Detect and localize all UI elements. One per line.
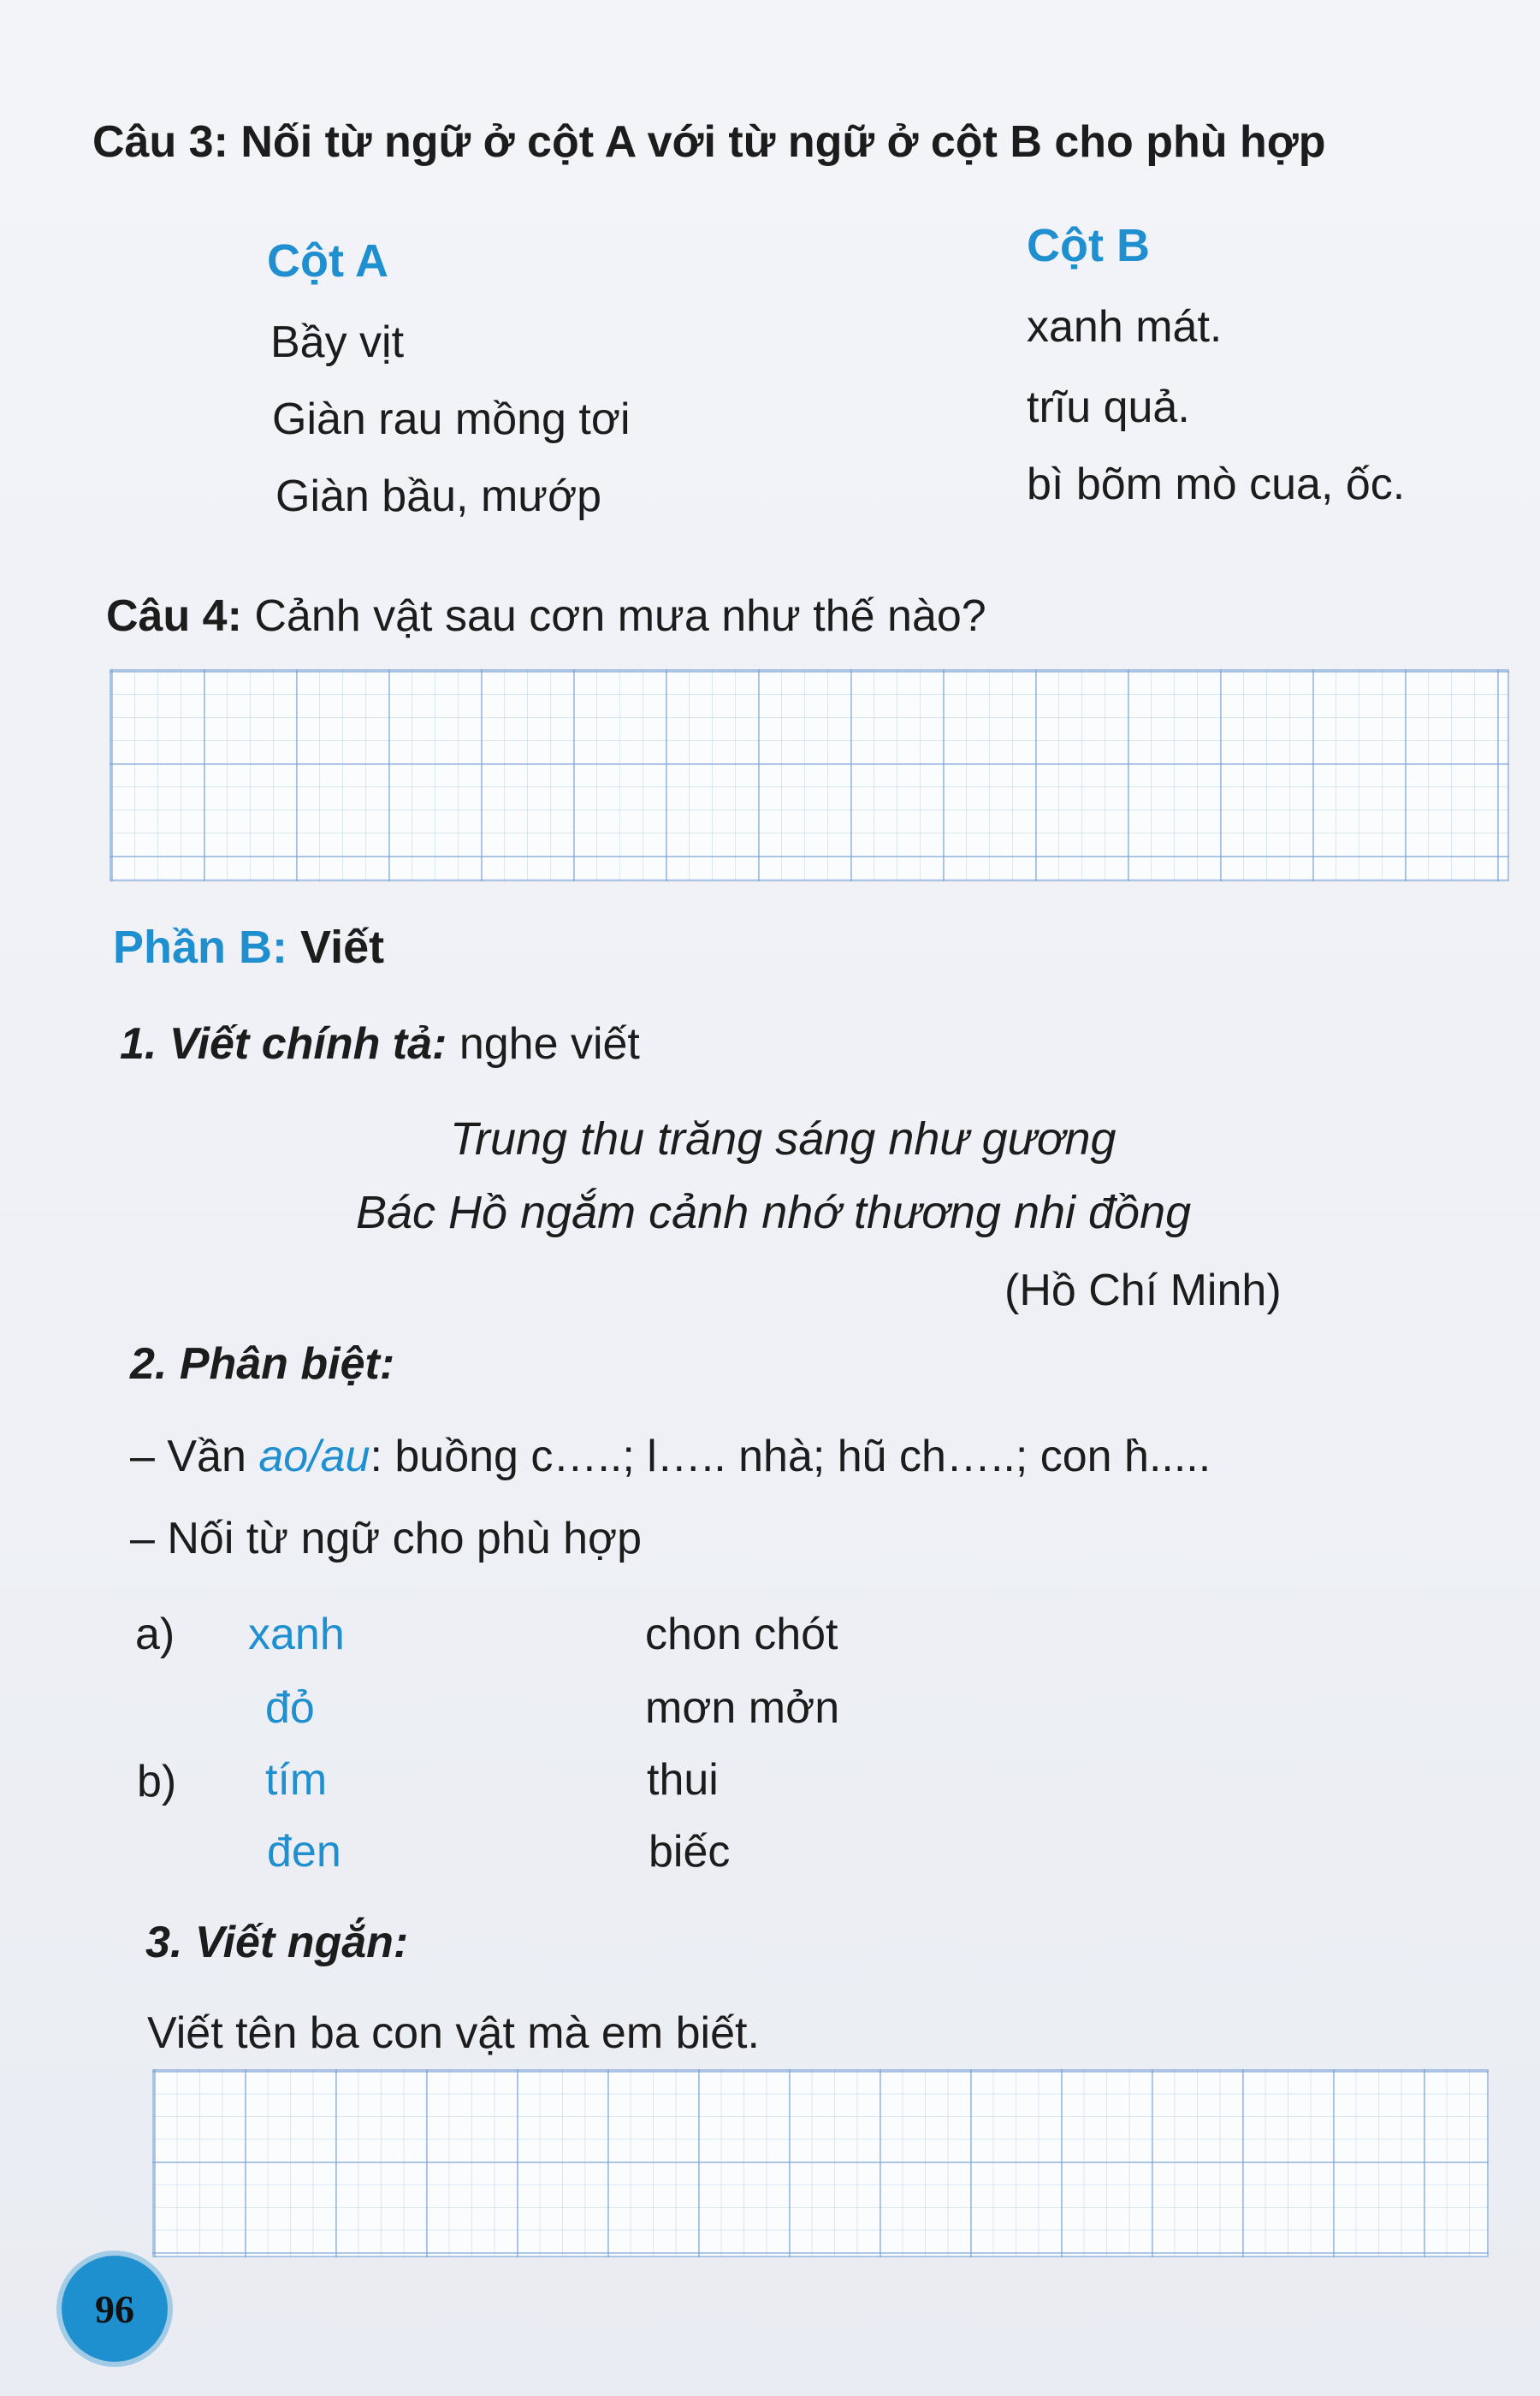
poem-line-1: Trung thu trăng sáng như gương [450,1113,1116,1165]
question-3-label: Câu 3: [92,117,228,167]
part-b-heading [113,921,384,974]
section-1-label: 1. Viết chính tả: [120,1019,447,1069]
description-word: biếc [649,1827,731,1877]
column-b-item: xanh mát. [1027,302,1223,352]
section-2-label: 2. Phân biệt: [130,1339,395,1389]
color-word: xanh [248,1610,345,1659]
rhyme-pair: ao/au [258,1432,370,1481]
question-4-label: Câu 4: [106,591,242,641]
question-4-text: Cảnh vật sau cơn mưa như thế nào? [254,591,986,641]
description-word: thui [647,1755,719,1805]
column-a-header: Cột A [267,235,388,287]
section-2-heading [130,1338,394,1390]
column-a-item: Giàn bầu, mướp [275,471,602,521]
question-3-text: Nối từ ngữ ở cột A với từ ngữ ở cột B cho phù hợp [240,117,1326,167]
color-word: tím [265,1755,328,1805]
group-b-label: b) [137,1757,177,1806]
column-b-item: bì bõm mò cua, ốc. [1027,460,1406,509]
answer-grid-question-4[interactable] [110,669,1509,881]
section-3-label: 3. Viết ngắn: [145,1918,409,1967]
color-word: đỏ [265,1683,315,1733]
column-b-item: trĩu quả. [1027,383,1190,432]
question-4-title [106,590,986,642]
rhyme-blanks: : buồng c…..; l….. nhà; hũ ch…..; con h̀..... [370,1432,1211,1481]
question-3-title [92,116,1325,168]
section-1-heading [120,1018,640,1070]
poem-author: (Hồ Chí Minh) [1004,1266,1282,1315]
column-b-header: Cột B [1027,220,1150,271]
part-b-title: Viết [300,922,385,973]
section-1-text: nghe viết [459,1019,640,1069]
rhyme-exercise-line [130,1431,1211,1482]
description-word: chon chót [645,1610,838,1659]
column-a-item: Bầy vịt [270,317,405,367]
page-number-badge [62,2256,168,2362]
part-b-label: Phần B: [113,922,288,973]
group-a-label: a) [135,1610,175,1659]
matching-instruction: – Nối từ ngữ cho phù hợp [130,1514,643,1563]
answer-grid-section-3[interactable] [152,2069,1489,2257]
column-a-item: Giàn rau mồng tơi [272,394,631,444]
section-3-heading [145,1917,408,1968]
color-word: đen [267,1827,341,1877]
description-word: mơn mởn [645,1683,840,1733]
poem-line-2: Bác Hồ ngắm cảnh nhớ thương nhi đồng [356,1187,1192,1238]
page-number: 96 [95,2286,134,2331]
section-3-instruction: Viết tên ba con vật mà em biết. [147,2008,760,2058]
rhyme-prefix: – Vần [130,1432,259,1481]
